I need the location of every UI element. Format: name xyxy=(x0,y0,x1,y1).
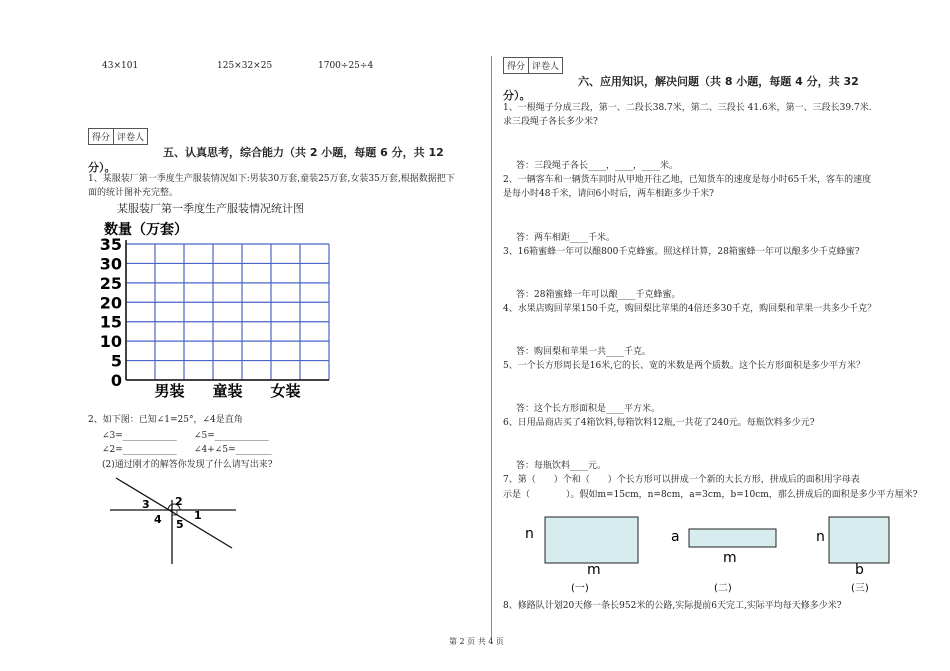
r-q4: 4、水果店购回苹果150千克，购回梨比苹果的4倍还多30千克，购回梨和苹果一共多少千克？ xyxy=(503,304,877,314)
r-q8: 8、修路队计划20天修一条长952米的公路,实际提前6天完工,实际平均每天修多少米? xyxy=(503,601,842,611)
r-a4: 答：购回梨和苹果一共____千克。 xyxy=(516,347,652,357)
y-tick-label: 10 xyxy=(99,332,122,352)
bar-chart xyxy=(96,214,346,406)
angle-diagram xyxy=(108,472,238,564)
r-a6: 答：每瓶饮料____元。 xyxy=(516,461,607,471)
r-q6: 6、日用品商店买了4箱饮料,每箱饮料12瓶,一共花了240元。每瓶饮料多少元? xyxy=(503,418,815,428)
section6-title: 六、应用知识，解决问题（共 8 小题，每题 4 分，共 32 xyxy=(578,75,859,88)
rect3-side-label: n xyxy=(816,529,825,545)
q2-angle3: ∠3=____________ xyxy=(102,431,177,441)
score-label: 得分 xyxy=(507,62,526,72)
score-box-left xyxy=(88,128,148,145)
r-a3: 答：28箱蜜蜂一年可以酿____千克蜂蜜。 xyxy=(516,290,681,300)
rect2-bottom-label: m xyxy=(723,550,737,566)
rectangle-1 xyxy=(545,517,638,563)
y-tick-label: 5 xyxy=(110,351,122,371)
angle-label-5: 5 xyxy=(176,518,184,531)
r-a5: 答：这个长方形面积是____平方米。 xyxy=(516,404,661,414)
q2-angle2: ∠2=____________ xyxy=(102,445,177,455)
section5-title-tail: 分）。 xyxy=(88,161,116,174)
r-a2: 答：两车相距____千米。 xyxy=(516,233,616,243)
y-tick-label: 25 xyxy=(99,273,122,293)
r-q3: 3、16箱蜜蜂一年可以酿800千克蜂蜜。照这样计算，28箱蜜蜂一年可以酿多少千克蜂蜜? xyxy=(503,247,860,257)
section6-title-tail: 分）。 xyxy=(503,89,531,102)
y-tick-label: 15 xyxy=(99,312,122,332)
rect2-side-label: a xyxy=(671,529,680,545)
calc-item-2: 125×32×25 xyxy=(217,61,273,71)
rect1-side-label: n xyxy=(525,526,534,542)
calc-item-1: 43×101 xyxy=(102,61,139,71)
section5-title: 五、认真思考，综合能力（共 2 小题，每题 6 分，共 12 xyxy=(163,146,444,159)
chart-ylabel: 数量（万套） xyxy=(104,222,188,238)
grader-label: 评卷人 xyxy=(113,129,147,144)
y-tick-label: 30 xyxy=(99,254,122,274)
q2-text-line1: 2、如下图：已知∠1=25°，∠4是直角 xyxy=(88,415,243,425)
chart-title: 某服装厂第一季度生产服装情况统计图 xyxy=(117,202,304,215)
score-label: 得分 xyxy=(92,133,111,143)
x-category-label: 童装 xyxy=(212,382,243,400)
r-q2-line2: 是每小时48千米，请问6小时后，两车相距多少千米? xyxy=(503,189,715,199)
rect3-bottom-label: b xyxy=(855,562,864,578)
rect3-caption: (三) xyxy=(851,583,869,594)
r-q1-line2: 求三段绳子各长多少米? xyxy=(503,117,598,127)
score-box-right xyxy=(503,57,563,74)
chart-categories xyxy=(154,382,300,400)
rect1-bottom-label: m xyxy=(587,562,601,578)
angle-label-1: 1 xyxy=(194,509,202,522)
grader-label: 评卷人 xyxy=(528,58,562,73)
angle-label-4: 4 xyxy=(154,513,162,526)
angle-label-3: 3 xyxy=(142,498,150,511)
x-category-label: 女装 xyxy=(270,382,301,400)
q2-angle5: ∠5=____________ xyxy=(194,431,269,441)
calc-item-3: 1700÷25÷4 xyxy=(318,61,374,71)
q2-text-line4: (2)通过刚才的解答你发现了什么请写出来? xyxy=(102,460,273,470)
chart-grid xyxy=(126,240,329,380)
rect2-caption: (二) xyxy=(714,583,732,594)
r-q2-line1: 2、一辆客车和一辆货车同时从甲地开往乙地，已知货车的速度是每小时65千米，客车的速度 xyxy=(503,175,872,185)
r-a1: 答：三段绳子各长____，____，____米。 xyxy=(516,161,679,171)
chart-yticks xyxy=(100,235,122,390)
y-tick-label: 20 xyxy=(99,293,122,313)
x-category-label: 男装 xyxy=(154,382,185,400)
q1-text-line2: 面的统计图补充完整。 xyxy=(88,188,179,198)
rectangle-2 xyxy=(689,529,776,547)
angle-label-2: 2 xyxy=(175,495,183,508)
r-q7-line2: 示是（ ）。假如m=15cm，n=8cm，a=3cm，b=10cm，那么拼成后的面积是多少平方厘米? xyxy=(503,490,918,500)
y-tick-label: 35 xyxy=(99,235,122,254)
column-divider xyxy=(491,56,492,638)
page-footer: 第 2 页 共 4 页 xyxy=(449,637,504,646)
y-tick-label: 0 xyxy=(110,371,122,390)
r-q5: 5、一个长方形周长是16米,它的长、宽的米数是两个质数。这个长方形面积是多少平方米？ xyxy=(503,361,866,371)
rectangles-figure xyxy=(515,508,900,598)
rect1-caption: (一) xyxy=(571,583,589,594)
q1-text-line1: 1、某服装厂第一季度生产服装情况如下:男装30万套,童装25万套,女装35万套,根据数据把下 xyxy=(88,174,455,184)
r-q7-line1: 7、第（ ）个和（ ）个长方形可以拼成一个新的大长方形，拼成后的面积用字母表 xyxy=(503,475,860,485)
rectangle-3 xyxy=(829,517,889,563)
r-q1-line1: 1、一根绳子分成三段，第一、二段长38.7米，第二、三段长 41.6米，第一、三段长39.7米. xyxy=(503,103,872,113)
q2-angle4-plus-5: ∠4+∠5=________ xyxy=(194,445,272,455)
